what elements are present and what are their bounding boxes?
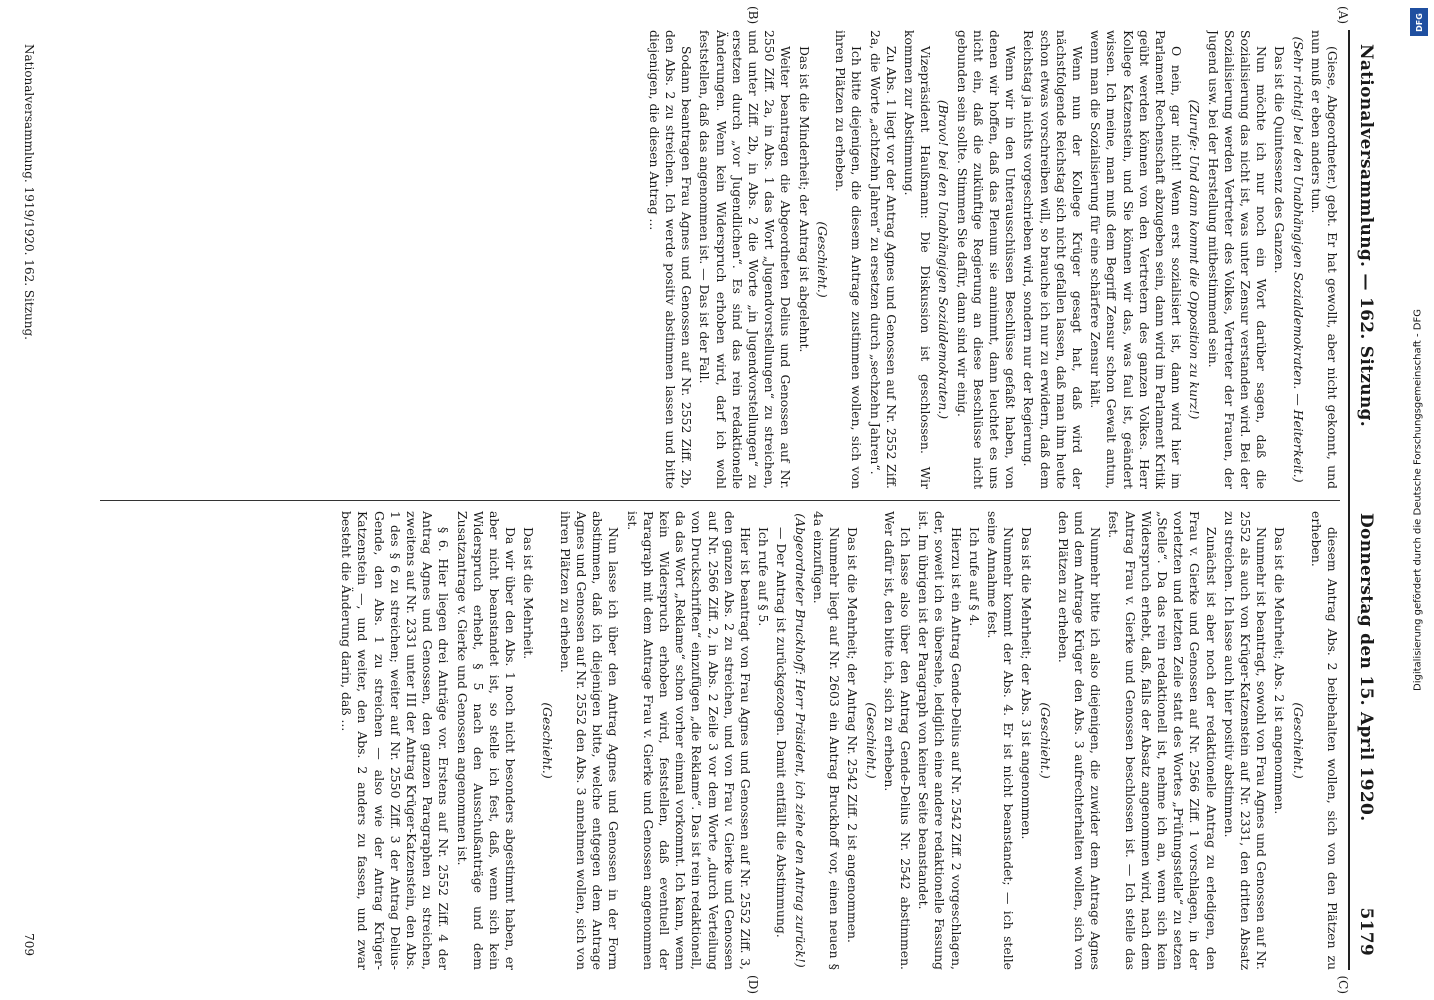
header-center: Donnerstag den 15. April 1920. [1356, 513, 1376, 822]
paragraph: (Sehr richtig! bei den Unabhängigen Sozialdemokraten. — Heiterkeit.) [1290, 36, 1306, 483]
page-footer [22, 44, 36, 956]
paragraph: Sodann beantragen Frau Agnes und Genossen auf Nr. 2552 Ziff. 2b, den Abs. 2 zu streichen. Ich werde positiv abstimmen lassen und bitte diejenigen, die diesen Antrag ... [646, 30, 695, 489]
paragraph: Nun lasse ich über den Antrag Agnes und Genossen in der Form abstimmen, daß ich diejenigen bitte, welche entgegen dem Antrage Agnes und Genossen auf Nr. 2552 den Abs. 3 annehmen wollen, sich von ihren Plätzen zu erheben. [557, 511, 622, 970]
paragraph: diesem Antrag Abs. 2 beibehalten wollen, sich von den Plätzen zu erheben. [1308, 511, 1340, 970]
page-number: 5179 [1356, 907, 1376, 956]
paragraph: Weiter beantragen die Abgeordneten Delius und Genossen auf Nr. 2550 Ziff. 2a, in Abs. 1 das Wort „Jugendvorstellungen“ zu streichen, und unter Ziff. 2b, in Abs. 2 die Worte „in Jugendvorstellungen“ zu ersetzen durch „vor Jugendlichen“. Es sind das rein redaktionelle Änderungen. Wenn kein Widerspruch erhoben wird, darf ich wohl feststellen, daß das angenommen ist. — Das ist der Fall. [697, 30, 794, 489]
paragraph: (Geschieht.) [814, 221, 830, 298]
paragraph: (Zurufe: Und dann kommt die Opposition zu kurz!) [1187, 99, 1203, 420]
paragraph: Ich bitte diejenigen, die diesem Antrage zustimmen wollen, sich von ihren Plätzen zu erheben. [833, 30, 865, 489]
paragraph: Zunächst ist aber noch der redaktionelle Antrag zu erledigen, den Frau v. Gierke und Genossen auf Nr. 2566 Ziff. 1 vorschlagen, in der vorletzten und letzten Zeile statt des Wortes „Prüfungsstelle“ zu setzen „Stelle“. Da das rein redaktionell ist, nehme ich an, wenn sich kein Widerspruch erhebt, daß, falls der Absatz angenommen wird, nach dem Antrag Frau v. Gierke und Genossen beschlossen ist. — Ich stelle das fest. [1106, 511, 1219, 970]
margin-marker-d: (D) [746, 975, 760, 994]
paragraph: Das ist die Mehrheit; Abs. 2 ist angenommen. [1272, 527, 1288, 815]
margin-marker-a: (A) [1336, 6, 1350, 25]
left-column [100, 30, 1340, 489]
header-rule [1348, 30, 1350, 970]
paragraph: — Der Antrag ist zurückgezogen. Damit entfällt die Abstimmung. [774, 527, 790, 938]
paragraph: Vizepräsident Haußmann: Die Diskussion ist geschlossen. Wir kommen zur Abstimmung. [901, 30, 934, 489]
paragraph: Da wir über den Abs. 1 noch nicht besonders abgestimmt haben, er aber nicht beanstandet ist, so stelle ich fest, daß, wenn sich kein Widerspruch erhebt, § 5 nach den Ausschußanträge und dem Zusatzantrage v. Gierke und Genossen angenommen ist. [454, 511, 519, 970]
right-column [100, 511, 1340, 970]
paragraph: Nun möchte ich nur noch ein Wort darüber sagen, daß die Sozialisierung das nicht ist, was unter Zensur verstanden wird. Bei der Sozialisierung werden Vertreter des Volkes, Vertreter der Frauen, der Jugend usw. bei der Herstellung mitbestimmend sein. [1205, 30, 1270, 489]
page-header [1352, 30, 1382, 970]
paragraph: (Giese, Abgeordneter.) gebt. Er hat gewollt, aber nicht gekonnt, und nun muß er eben anders tun. [1308, 30, 1340, 489]
paragraph: O nein, gar nicht! Wenn erst sozialisiert ist, dann wird hier im Parlament Rechenschaft abzugeben sein, dann wird im Parlament Kritik geübt werden können von den Vertretern des ganzen Volkes. Herr Kollege Katzenstein, und Sie können wir das, was faul ist, geändert wissen. Ich meine, man muß dem Begriff Zensur schon Gewalt antun, wenn man die Sozialisierung für eine schärfere Zensur hält. [1088, 30, 1185, 489]
paragraph: Das ist die Mehrheit; der Antrag Nr. 2542 Ziff. 2 ist angenommen. [845, 527, 861, 943]
paragraph: Das ist die Quintessenz des Ganzen. [1272, 46, 1288, 274]
paragraph: Das ist die Minderheit; der Antrag ist abgelehnt. [796, 46, 812, 353]
paragraph: Nunmehr liegt auf Nr. 2603 ein Antrag Bruckhoff vor, einen neuen § 4a einzufügen. [810, 511, 843, 970]
paragraph: Wenn wir in den Unterausschüssen Beschlüsse gefaßt haben, von denen wir hoffen, daß das Plenum sie annimmt, dann leuchtet es uns nicht ein, daß die zukünftige Regierung an diese Beschlüsse nicht gebunden sein sollte. Stimmen Sie dafür, dann sind wir einig. [954, 30, 1019, 489]
paragraph: Ich rufe auf § 4. [966, 527, 982, 627]
paragraph: Hier ist beantragt von Frau Agnes und Genossen auf Nr. 2552 Ziff. 3, den ganzen Abs. 2 zu streichen, und von Frau v. Gierke und Genossen auf Nr. 2566 Ziff. 2, in Abs. 2 Zeile 3 vor dem Worte „durch Verteilung von Druckschriften“ einzufügen „die Reklame“. Das ist rein redaktionell, da das Wort „Reklame“ schon vorher einmal vorkommt. Ich kann, wenn kein Widerspruch erhoben wird, feststellen, daß eventuell der Paragraph mit dem Antrage Frau v. Gierke und Genossen angenommen ist. [624, 511, 754, 970]
header-left: Nationalversammlung. — 162. Sitzung. [1356, 44, 1376, 427]
paragraph: Wenn nun der Kollege Krüger gesagt hat, daß wird der nächstfolgende Reichstag sich nicht gefallen lassen, daß man ihm heute schon etwas vorschreiben will, so brauche ich nur zu erwidern, daß dem Reichstag ja nichts vorgeschrieben wird, sondern nur der Regierung. [1021, 30, 1085, 489]
paragraph: (Abgeordneter Bruckhoff: Herr Präsident, ich ziehe den Antrag zurück!) [792, 513, 808, 968]
footer-left: Nationalversammlung. 1919/1920. 162. Sitzung. [22, 44, 36, 340]
paragraph: Das ist die Mehrheit. [521, 527, 537, 660]
paragraph: (Bravo! bei den Unabhängigen Sozialdemokraten.) [936, 99, 952, 420]
paragraph: Nunmehr kommt der Abs. 4. Er ist nicht beanstandet; — ich stelle seine Annahme fest. [984, 511, 1017, 970]
margin-marker-b: (B) [746, 6, 760, 25]
paragraph: Zu Abs. 1 liegt vor der Antrag Agnes und Genossen auf Nr. 2552 Ziff. 2a, die Worte „achtzehn Jahren“ zu ersetzen durch „sechzehn Jahren“. [867, 30, 899, 489]
paragraph: (Geschieht.) [1290, 702, 1306, 779]
paragraph: Nunmehr bitte ich also diejenigen, die zuwider dem Antrage Agnes und dem Antrage Krüger den Abs. 3 aufrechterhalten wollen, sich von den Plätzen zu erheben. [1055, 511, 1104, 970]
text-columns [100, 30, 1340, 970]
margin-marker-c: (C) [1336, 975, 1350, 994]
credit-text: Digitalisierung gefördert durch die Deutsche Forschungsgemeinschaft - DFG [1412, 308, 1424, 692]
paragraph: Hierzu ist ein Antrag Gende-Delius auf Nr. 2542 Ziff. 2 vorgeschlagen, der, soweit ich es übersehe, lediglich eine andere redaktionelle Fassung ist. Im übrigen ist der Paragraph von keiner Seite beanstandet. [916, 511, 964, 970]
paragraph: Nunmehr ist beantragt, sowohl von Frau Agnes und Genossen auf Nr. 2552 als auch von Krüger-Katzenstein auf Nr. 2331, den dritten Absatz zu streichen. Ich lasse auch hier positiv abstimmen. [1221, 511, 1270, 970]
digitization-credit [1404, 40, 1432, 960]
paragraph: (Geschieht.) [539, 702, 555, 779]
paragraph: (Geschieht.) [1037, 702, 1053, 779]
paragraph: § 6. Hier liegen drei Anträge vor. Erstens auf Nr. 2552 Ziff. 4 der Antrag Agnes und Genossen, den ganzen Paragraphen zu streichen, zweitens auf Nr. 2331 unter III der Antrag Krüger-Katzenstein, den Abs. 1 des § 6 zu streichen; weiter auf Nr. 2550 Ziff. 3 der Antrag Delius-Gende, den Abs. 1 zu streichen — also wie der Antrag Krüger-Katzenstein —, und weiter, den Abs. 2 anders zu fassen, und zwar besteht die Änderung darin, daß ... [339, 511, 452, 970]
paragraph: Ich lasse also über den Antrag Gende-Delius Nr. 2542 abstimmen. Wer dafür ist, den bitte ich, sich zu erheben. [881, 511, 913, 970]
dfg-logo-icon: DFG [1410, 8, 1428, 36]
footer-right: 709 [22, 933, 36, 956]
paragraph: (Geschieht.) [863, 702, 879, 779]
paragraph: Ich rufe auf § 5. [756, 527, 772, 627]
paragraph: Das ist die Mehrheit; der Abs. 3 ist angenommen. [1019, 527, 1035, 840]
column-divider [100, 500, 1340, 501]
